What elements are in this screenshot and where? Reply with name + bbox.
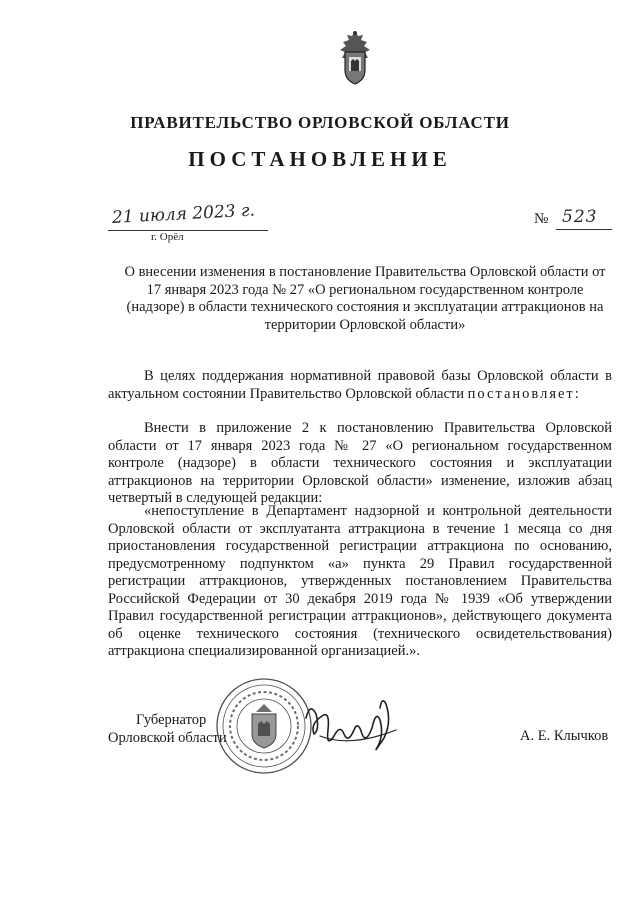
number-underline bbox=[556, 229, 612, 230]
paragraph-amendment: Внести в приложение 2 к постановлению Правительства Орловской области от 17 января 2023 года № 27 «О региональном государственном контроле (надзоре) в области технического состояния и эксплуатации аттракционов на территории Орловской области» изменение, изложив абзац четвертый в следующей редакции: bbox=[108, 420, 612, 506]
date-underline bbox=[108, 230, 268, 231]
document-date: 21 июля 2023 г. bbox=[111, 200, 256, 228]
position-line-1: Губернатор bbox=[136, 712, 207, 728]
paragraph-new-wording: «непоступление в Департамент надзорной и контрольной деятельности Орловской области от эксплуатанта аттракциона в течение 1 месяца со дня приостановления государственной регистрации аттракциона по основанию, предусмотренному подпунктом «а» пункта 29 Правил государственной регистрации аттракционов, утвержденных постановлением Правительства Российской Федерации от 30 декабря 2019 года № 1939 «Об утверждении Правил государственной регистрации аттракционов», действующего документа об оценке технического состояния (технического освидетельствования) аттракциона специализированной организацией.». bbox=[108, 503, 612, 659]
city-label: г. Орёл bbox=[151, 231, 184, 243]
number-label: № bbox=[534, 211, 549, 227]
official-seal-icon bbox=[214, 676, 314, 776]
signatory-name: А. Е. Клычков bbox=[520, 728, 609, 744]
coat-of-arms-icon bbox=[334, 30, 376, 86]
document-type: ПОСТАНОВЛЕНИЕ bbox=[188, 147, 452, 171]
preamble-text: В целях поддержания нормативной правовой базы Орловской области в актуальном состоянии Правительство Орловской области bbox=[108, 368, 612, 402]
handwritten-signature bbox=[300, 690, 400, 760]
document-subject: О внесении изменения в постановление Правительства Орловской области от 17 января 2023 года № 27 «О региональном государственном контроле (надзоре) в области технического состояния и эксплуатации аттракционов на территории Орловской области» bbox=[124, 264, 606, 333]
paragraph-preamble bbox=[108, 368, 612, 403]
signatory-position bbox=[108, 711, 227, 747]
organization-title: ПРАВИТЕЛЬСТВО ОРЛОВСКОЙ ОБЛАСТИ bbox=[130, 113, 510, 132]
document-number: 523 bbox=[562, 207, 598, 227]
position-line-2: Орловской области bbox=[108, 730, 227, 746]
preamble-verb: постановляет: bbox=[467, 385, 581, 402]
